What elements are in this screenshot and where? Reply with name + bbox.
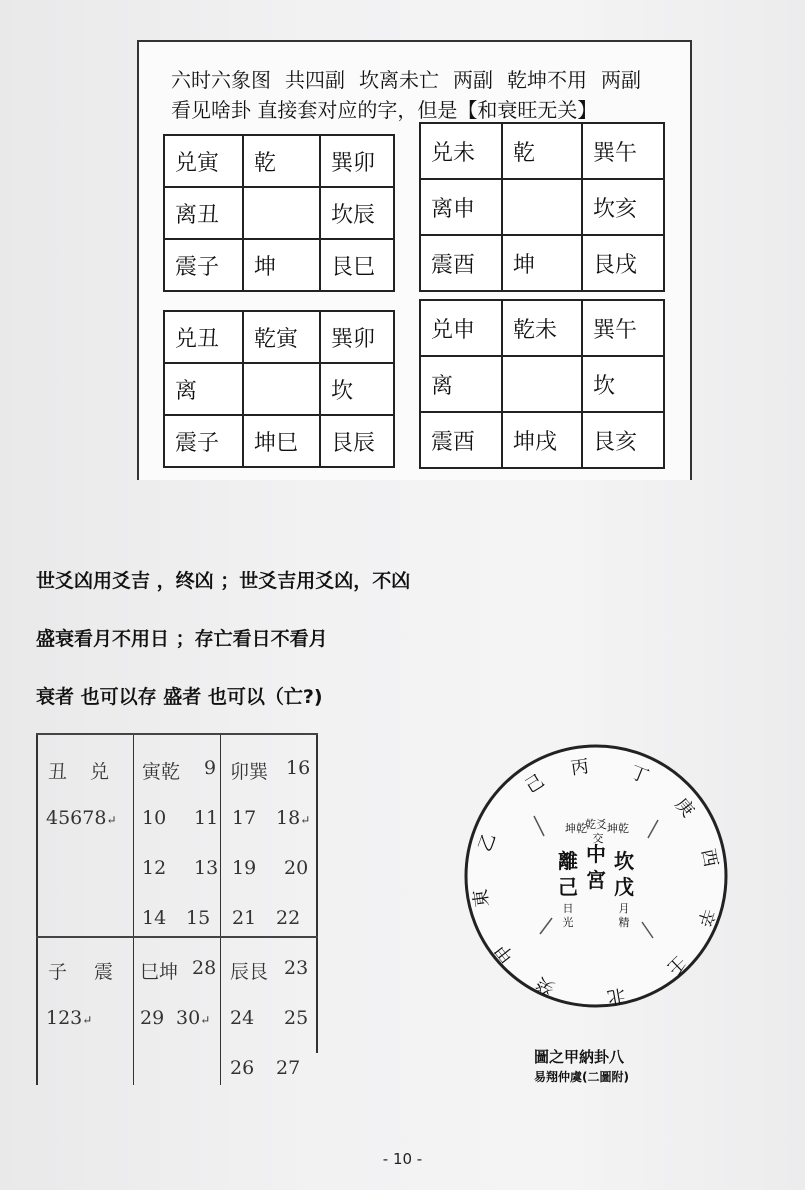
- six-image-figure: [137, 40, 692, 480]
- table-border: [36, 936, 318, 938]
- table-border: [36, 733, 38, 1085]
- text-line-3: 衰者 也可以存 盛者 也可以（亡?): [36, 686, 323, 708]
- grid-cell: 巽卯: [320, 311, 394, 363]
- cell-head: 辰艮: [230, 961, 269, 983]
- grid-cell: 坎: [320, 363, 394, 415]
- najia-diagram: [448, 728, 748, 1098]
- ring-label: 乙: [474, 830, 501, 855]
- ring-label: 東: [470, 887, 494, 909]
- figure-count: 共四副: [285, 68, 345, 92]
- grid-cell: 艮亥: [582, 412, 664, 468]
- grid-cell: 艮戌: [582, 235, 664, 291]
- page-number: - 10 -: [382, 1150, 423, 1168]
- cell-value: 13: [194, 857, 219, 879]
- grid-cell: 坤: [243, 239, 320, 291]
- grid-cell: 坎亥: [582, 179, 664, 235]
- center-small-label: 精: [618, 916, 630, 929]
- grid-cell: 离丑: [164, 187, 243, 239]
- cell-value: 21: [232, 907, 257, 929]
- grid-cell: 坤戌: [502, 412, 582, 468]
- cell-value: 22: [276, 907, 301, 929]
- center-small-label: 坤乾: [565, 822, 587, 835]
- center-small-label: 乾爻: [585, 818, 607, 831]
- diagram-caption: 圖之甲納卦八: [534, 1048, 625, 1066]
- figure-instruction: 看见啥卦 直接套对应的字，但是【和衰旺无关】: [171, 98, 598, 122]
- grid-cell: 坎: [582, 356, 664, 412]
- ring-label: 丁: [626, 761, 652, 789]
- cell-value: 15: [186, 907, 211, 929]
- cell-head: 寅乾: [142, 761, 181, 783]
- cell-value: 10: [142, 807, 167, 829]
- figure-note-b-count: 两副: [601, 68, 641, 92]
- cell-value: 16: [286, 757, 311, 779]
- ring-label: 北: [605, 983, 627, 1008]
- ring-label: 壬: [662, 951, 690, 979]
- center-label: 己: [558, 875, 578, 899]
- center-small-label: 坤乾: [607, 822, 629, 835]
- grid-cell: 艮辰: [320, 415, 394, 467]
- cell-value: 29: [140, 1007, 165, 1029]
- grid-cell: 兑未: [420, 123, 502, 179]
- center-label: 離: [558, 849, 578, 873]
- cell-head: 震: [94, 961, 114, 983]
- ring-label: 丙: [569, 756, 591, 780]
- ring-label: 庚: [670, 794, 699, 822]
- grid-cell: [502, 179, 582, 235]
- cell-value: 45678↵: [46, 807, 117, 829]
- center-small-label: 光: [562, 916, 574, 929]
- grid-cell: 坤: [502, 235, 582, 291]
- table-border: [220, 733, 221, 1085]
- cell-value: 26: [230, 1057, 255, 1079]
- center-label: 戊: [614, 875, 634, 899]
- center-small-label: 月: [618, 902, 630, 915]
- figure-note-a: 坎离未亡: [359, 68, 439, 92]
- figure-note-b: 乾坤不用: [507, 68, 587, 92]
- grid-cell: 乾: [502, 123, 582, 179]
- cell-head: 巳坤: [140, 961, 179, 983]
- cell-value: 14: [142, 907, 167, 929]
- grid-cell: 艮巳: [320, 239, 394, 291]
- ring-label: 西: [696, 846, 722, 869]
- ring-label: 辛: [693, 905, 719, 930]
- trigram-grid-2: [419, 122, 665, 292]
- grid-cell: 震酉: [420, 412, 502, 468]
- grid-cell: 震子: [164, 239, 243, 291]
- cell-value: 30↵: [176, 1007, 211, 1029]
- text-line-1: 世爻凶用爻吉 ，终凶 ；世爻吉用爻凶，不凶: [36, 570, 411, 592]
- grid-cell: 离: [164, 363, 243, 415]
- grid-cell: 巽午: [582, 300, 664, 356]
- cell-value: 19: [232, 857, 257, 879]
- grid-cell: [243, 363, 320, 415]
- table-border: [316, 733, 318, 1053]
- diagram-subcaption: 易翔仲虞(二圖附): [534, 1070, 629, 1084]
- number-table: [36, 733, 318, 1085]
- grid-cell: 震子: [164, 415, 243, 467]
- grid-cell: 巽卯: [320, 135, 394, 187]
- grid-cell: 离申: [420, 179, 502, 235]
- text-line-2: 盛衰看月不用日 ；存亡看日不看月: [36, 628, 328, 650]
- cell-value: 123↵: [46, 1007, 93, 1029]
- grid-cell: 坎辰: [320, 187, 394, 239]
- grid-cell: 坤巳: [243, 415, 320, 467]
- grid-cell: 巽午: [582, 123, 664, 179]
- grid-cell: 乾寅: [243, 311, 320, 363]
- trigram-grid-1: [163, 134, 395, 292]
- diagram-circle: [448, 728, 748, 1028]
- grid-cell: 兑申: [420, 300, 502, 356]
- grid-cell: [502, 356, 582, 412]
- cell-head: 丑: [48, 761, 68, 783]
- grid-cell: 乾未: [502, 300, 582, 356]
- grid-cell: 震酉: [420, 235, 502, 291]
- trigram-grid-3: [163, 310, 395, 468]
- figure-title-line: [171, 64, 655, 93]
- cell-value: 24: [230, 1007, 255, 1029]
- center-small-label: 交: [592, 832, 604, 845]
- figure-note-a-count: 两副: [453, 68, 493, 92]
- cell-value: 28: [192, 957, 217, 979]
- center-label: 中: [586, 842, 606, 866]
- ring-label: 癸: [532, 972, 559, 1000]
- cell-value: 9: [204, 757, 217, 779]
- cell-head: 卯巽: [230, 761, 269, 783]
- trigram-grid-4: [419, 299, 665, 469]
- grid-cell: 兑丑: [164, 311, 243, 363]
- grid-cell: 离: [420, 356, 502, 412]
- cell-value: 23: [284, 957, 309, 979]
- cell-value: 25: [284, 1007, 309, 1029]
- center-label: 坎: [614, 849, 634, 873]
- table-border: [36, 733, 318, 735]
- grid-cell: 兑寅: [164, 135, 243, 187]
- cell-value: 17: [232, 807, 257, 829]
- ring-label: 甲: [491, 939, 519, 967]
- cell-head: 子: [48, 961, 68, 983]
- cell-value: 27: [276, 1057, 301, 1079]
- cell-value: 11: [194, 807, 219, 829]
- cell-head: 兑: [90, 761, 110, 783]
- grid-cell: [243, 187, 320, 239]
- grid-cell: 乾: [243, 135, 320, 187]
- center-label: 宮: [586, 868, 606, 892]
- cell-value: 18↵: [276, 807, 311, 829]
- center-small-label: 日: [562, 902, 574, 915]
- ring-label: 己: [521, 770, 548, 798]
- cell-value: 20: [284, 857, 309, 879]
- cell-value: 12: [142, 857, 167, 879]
- table-border: [133, 733, 134, 1085]
- figure-title: 六时六象图: [171, 68, 271, 92]
